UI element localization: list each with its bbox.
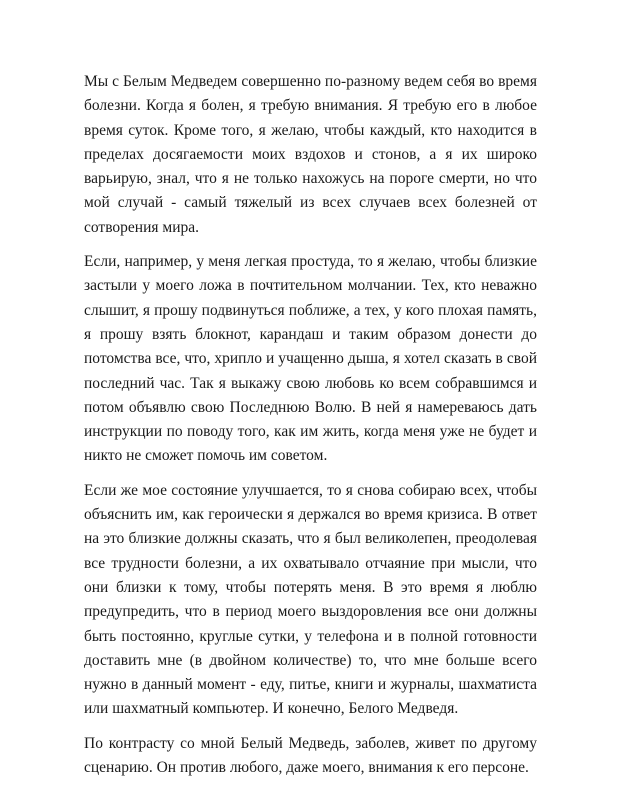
paragraph-1: Мы с Белым Медведем совершенно по-разному ведем себя во время болезни. Когда я болен, я требую внимания. Я требую его в любое время суток. Кроме того, я желаю, чтобы каждый, кто находится в пределах досягаемости моих вздохов и стонов, а я их широко варьирую, знал, что я не только нахожусь на пороге смерти, но что мой случай - самый тяжелый из всех случаев всех болезней от сотворения мира.	[84, 73, 537, 236]
paragraph-3: Если же мое состояние улучшается, то я снова собираю всех, чтобы объяснить им, как героически я держался во время кризиса. В ответ на это близкие должны сказать, что я был великолепен, преодолевая все трудности болезни, а их охватывало отчаяние при мысли, что они близки к тому, чтобы потерять меня. В это время я люблю предупредить, что в период моего выздоровления все они должны быть постоянно, круглые сутки, у телефона и в полной готовности доставить мне (в двойном количестве) то, что мне больше всего нужно в данный момент - еду, питье, книги и журналы, шахматиста или шахматный компьютер. И конечно, Белого Медведя.	[84, 481, 537, 718]
paragraph-2: Если, например, у меня легкая простуда, то я желаю, чтобы близкие застыли у моего ложа в почтительном молчании. Тех, кто неважно слышит, я прошу подвинуться поближе, а тех, у кого плохая память, я прошу взять блокнот, карандаш и таким образом донести до потомства все, что, хрипло и учащенно дыша, я хотел сказать в свой последний час. Так я выкажу свою любовь ко всем собравшимся и потом объявлю свою Последнюю Волю. В ней я намереваюсь дать инструкции по поводу того, как им жить, когда меня уже не будет и никто не сможет помочь им советом.	[84, 253, 537, 465]
document-page	[84, 70, 537, 790]
paragraph-4: По контрасту со мной Белый Медведь, заболев, живет по другому сценарию. Он против любого, даже моего, внимания к его персоне.	[84, 734, 537, 777]
